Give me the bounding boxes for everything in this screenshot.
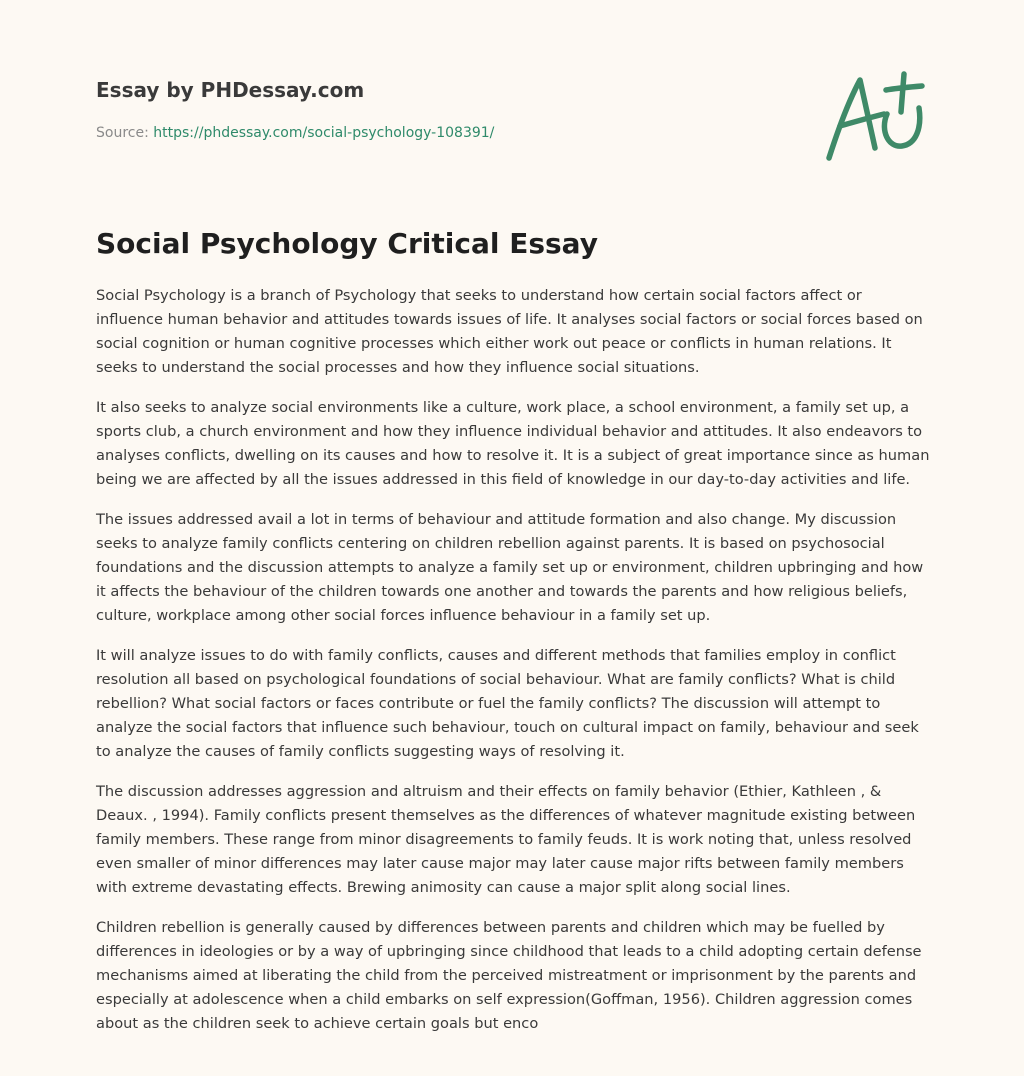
paragraph: The discussion addresses aggression and altruism and their effects on family behavior (Ethier, Kathleen , & Deaux. , 1994). Family conflicts present themselves as the differences of whatever magnitude existing between family members. These range from minor disagreements to family feuds. It is work noting that, unless resolved even smaller of minor differences may later cause major may later cause major rifts between family members with extreme devastating effects. Brewing animosity can cause a major split along social lines. (96, 783, 916, 896)
brand-title: Essay by PHDessay.com (96, 78, 365, 102)
source-line (96, 123, 696, 143)
source-label: Source: (96, 125, 154, 141)
paragraph: The issues addressed avail a lot in terms of behaviour and attitude formation and also change. My discussion seeks to analyze family conflicts centering on children rebellion against parents. It is based on psychosocial foundations and the discussion attempts to analyze a family set up or environment, children upbringing and how it affects the behaviour of the children towards one another and towards the parents and how religious beliefs, culture, workplace among other social forces influence behaviour in a family set up. (96, 511, 924, 624)
paragraph: Children rebellion is generally caused by differences between parents and children which may be fuelled by differences in ideologies or by a way of upbringing since childhood that leads to a child adopting certain defense mechanisms aimed at liberating the child from the perceived mistreatment or imprisonment by the parents and especially at adolescence when a child embarks on self expression(Goffman, 1956). Children aggression comes about as the children seek to achieve certain goals but enco (96, 919, 922, 1032)
paragraph: It will analyze issues to do with family conflicts, causes and different methods that families employ in conflict resolution all based on psychological foundations of social behaviour. What are family conflicts? What is child rebellion? What social factors or faces contribute or fuel the family conflicts? The discussion will attempt to analyze the social factors that influence such behaviour, touch on cultural impact on family, behaviour and seek to analyze the causes of family conflicts suggesting ways of resolving it. (96, 647, 919, 760)
a-plus-logo-icon (818, 68, 930, 164)
article-title: Social Psychology Critical Essay (96, 227, 598, 260)
page-header (96, 76, 696, 143)
paragraph: Social Psychology is a branch of Psychology that seeks to understand how certain social factors affect or influence human behavior and attitudes towards issues of life. It analyses social factors or social forces based on social cognition or human cognitive processes which either work out peace or conflicts in human relations. It seeks to understand the social processes and how they influence social situations. (96, 287, 923, 376)
paragraph: It also seeks to analyze social environments like a culture, work place, a school environment, a family set up, a sports club, a church environment and how they influence individual behavior and attitudes. It also endeavors to analyses conflicts, dwelling on its causes and how to resolve it. It is a subject of great importance since as human being we are affected by all the issues addressed in this field of knowledge in our day-to-day activities and life. (96, 399, 930, 488)
article-body (96, 284, 930, 1052)
source-link[interactable]: https://phdessay.com/social-psychology-108391/ (153, 125, 495, 141)
